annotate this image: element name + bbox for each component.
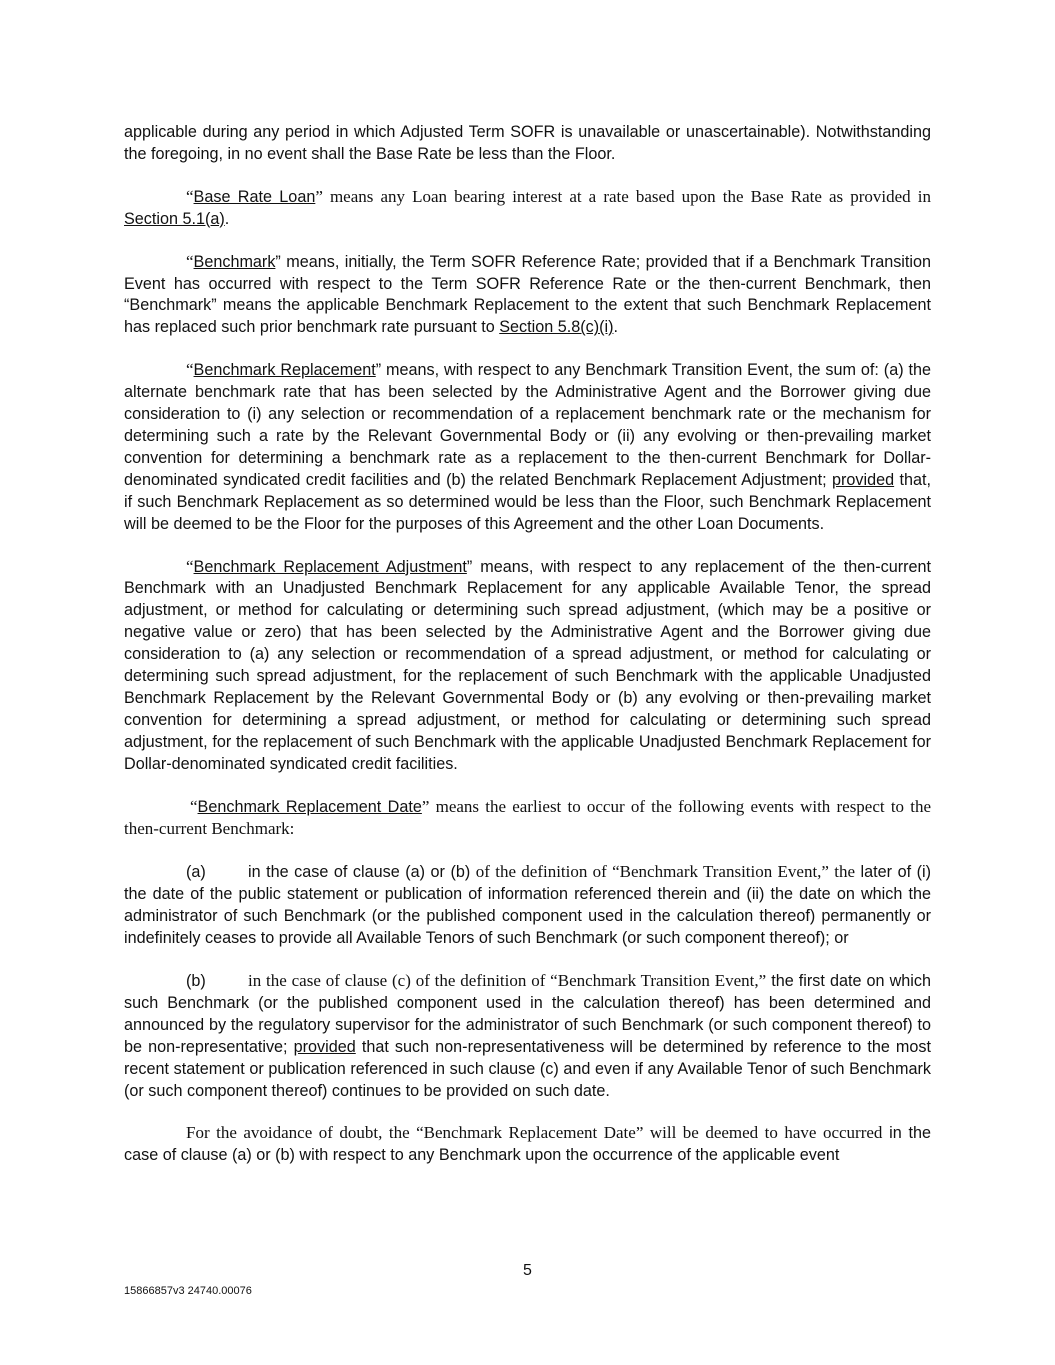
- paragraph-avoidance-of-doubt: [124, 1122, 931, 1167]
- open-quote: “: [186, 186, 194, 206]
- document-body: [124, 122, 931, 1187]
- defined-term: Benchmark: [193, 252, 276, 271]
- clause-text: the first date on which such Benchmark (or the published component used in the calculation thereof) has been determined and announced by the regulatory supervisor for the administrator of such Benchmark (or such component thereof) to be non-representative;: [124, 972, 931, 1056]
- definition-benchmark: [124, 251, 931, 340]
- defined-term: Base Rate Loan: [193, 187, 316, 206]
- definition-text: ” means the earliest to occur of the following events with respect to the then-current Benchmark:: [124, 796, 931, 839]
- section-reference: Section 5.1(a): [124, 209, 225, 228]
- paragraph-text: applicable during any period in which Adjusted Term SOFR is unavailable or unascertainable). Notwithstanding the foregoing, in no event shall the Base Rate be less than the Floor.: [124, 123, 931, 163]
- definition-benchmark-replacement-adjustment: [124, 556, 931, 776]
- clause-text-rest: later of (i) the date of the public statement or publication of information referenced therein and (ii) the date on which the administrator of such Benchmark (or the published component used in the calculation thereof) permanently or indefinitely ceases to provide all Available Tenors of such Benchmark (or such component thereof); or: [124, 863, 931, 948]
- open-quote: “: [186, 556, 194, 576]
- document-id: 15866857v3 24740.00076: [124, 1285, 252, 1297]
- definition-end: .: [224, 209, 230, 228]
- provided-term: provided: [293, 1037, 356, 1056]
- definition-text: ” means, with respect to any Benchmark Transition Event, the sum of: (a) the alternate benchmark rate that has been selected by the Administrative Agent and the Borrower giving due consideration to (i) any selection or recommendation of a replacement benchmark rate or the mechanism for determining such a rate by the Relevant Governmental Body or (ii) any evolving or then-prevailing market convention for determining a benchmark rate as a replacement to the then-current Benchmark for Dollar-denominated syndicated credit facilities and (b) the related Benchmark Replacement Adjustment;: [124, 361, 932, 489]
- definition-text: ” means, initially, the Term SOFR Reference Rate; provided that if a Benchmark Transition Event has occurred with respect to the Term SOFR Reference Rate or the then-current Benchmark, then “Benchmark” means the applicable Benchmark Replacement to the extent that such Benchmark Replacement has replaced such prior benchmark rate pursuant to: [124, 252, 931, 337]
- open-quote: “: [186, 251, 194, 271]
- definition-benchmark-replacement: [124, 359, 931, 535]
- clause-text: in the case of clause (a) or (b): [248, 863, 476, 882]
- definition-text: ” means, with respect to any replacement of the then-current Benchmark with an Unadjusted Benchmark Replacement for any applicable Available Tenor, the spread adjustment, or method for calculating or determining such spread adjustment, (which may be a positive or negative value or zero) that has been selected by the Administrative Agent and the Borrower giving due consideration to (a) any selection or recommendation of a spread adjustment, or method for calculating or determining such spread adjustment, for the replacement of such Benchmark with the applicable Unadjusted Benchmark Replacement by the Relevant Governmental Body or (b) any evolving or then-prevailing market convention for determining a spread adjustment, or method for calculating or determining such spread adjustment, for the replacement of such Benchmark with the applicable Unadjusted Benchmark Replacement for Dollar-denominated syndicated credit facilities.: [124, 557, 932, 773]
- clause-label: (b): [186, 972, 206, 990]
- page-number: 5: [523, 1262, 532, 1279]
- paragraph-text-rest: in the case of clause (a) or (b) with respect to any Benchmark upon the occurrence of the applicable event: [124, 1124, 931, 1165]
- clause-text-serif: in the case of clause (c) of the definition of “Benchmark Transition Event,”: [248, 971, 767, 990]
- definition-text: ” means any Loan bearing interest at a rate based upon the Base Rate as provided in: [315, 186, 931, 206]
- clause-a: [124, 861, 931, 950]
- open-quote: “: [190, 796, 198, 816]
- defined-term: Benchmark Replacement Adjustment: [193, 557, 467, 576]
- paragraph-base-rate-continuation: [124, 122, 931, 166]
- definition-end: .: [613, 318, 618, 337]
- definition-base-rate-loan: [124, 186, 931, 231]
- clause-b: [124, 970, 931, 1102]
- clause-text-rest: that such non-representativeness will be determined by reference to the most recent statement or publication referenced in such clause (c) and even if any Available Tenor of such Benchmark (or such component thereof) continues to be provided on such date.: [124, 1037, 931, 1100]
- open-quote: “: [186, 360, 194, 380]
- clause-label: (a): [186, 863, 206, 882]
- paragraph-text-serif: For the avoidance of doubt, the “Benchmark Replacement Date” will be deemed to have occurred: [186, 1123, 883, 1143]
- defined-term: Benchmark Replacement Date: [197, 797, 422, 816]
- definition-benchmark-replacement-date: [124, 796, 931, 842]
- provided-term: provided: [832, 470, 895, 489]
- definition-end: that, if such Benchmark Replacement as so determined would be less than the Floor, such Benchmark Replacement will be deemed to be the Floor for the purposes of this Agreement and the other Loan Documents.: [124, 470, 931, 533]
- clause-text-serif: of the definition of “Benchmark Transition Event,” the: [475, 862, 856, 882]
- section-reference: Section 5.8(c)(i): [499, 318, 614, 337]
- defined-term: Benchmark Replacement: [193, 361, 376, 380]
